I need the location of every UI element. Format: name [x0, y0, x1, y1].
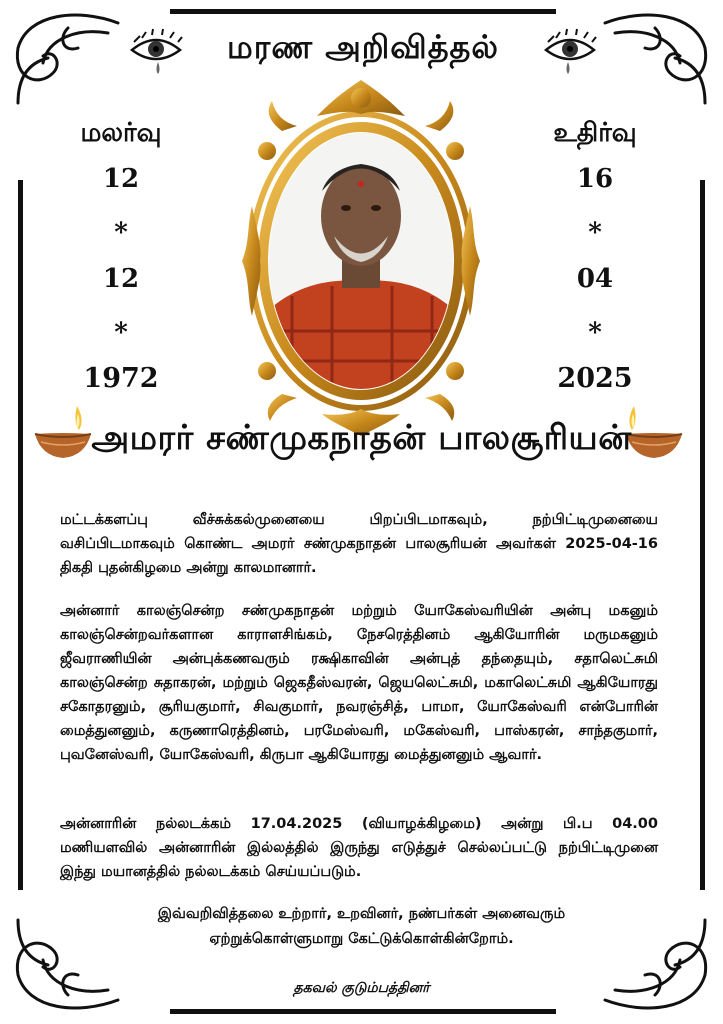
right-rule — [700, 180, 705, 890]
bottom-rule — [170, 1009, 556, 1014]
closing-message — [100, 902, 623, 952]
birth-sep-2: * — [114, 318, 128, 348]
portrait-frame — [222, 76, 500, 438]
closing-line-1: இவ்வறிவித்தலை உற்றார், உறவினர், நண்பர்கள் அனைவரும் — [157, 906, 566, 922]
paragraph-funeral: அன்னாரின் நல்லடக்கம் 17.04.2025 (வியாழக்கிழமை) அன்று பி.ப 04.00 மணியளவில் அன்னாரின் இல்லத்தில் இருந்து எடுத்துச் செல்லப்பட்டு நற்பிட்டிமுனை இந்து மயானத்தில் நல்லடக்கம் செய்யப்படும். — [60, 816, 658, 880]
paragraph-family: அன்னார் காலஞ்சென்ற சண்முகநாதன் மற்றும் யோகேஸ்வரியின் அன்பு மகனும் காலஞ்சென்றவர்களான காராளசிங்கம், நேசரெத்தினம் ஆகியோரின் மருமகனும் ஜீவராணியின் அன்புக்கணவரும் ரக்ஷிகாவின் அன்புத் தந்தையும், சதாலெட்சுமி காலஞ்சென்ற சுதாகரன், மற்றும் ஜெகதீஸ்வரன், ஜெயலெட்சுமி, மகாலெட்சுமி ஆகியோரது சகோதரனும், சூரியகுமார், சிவகுமார், நவரஞ்சித், பாமா, யோகேஸ்வரி என்போரின் மைத்துனனும், கருணாரெத்தினம், பரமேஸ்வரி, மகேஸ்வரி, பாஸ்கரன், சாந்தகுமார், புவனேஸ்வரி, யோகேஸ்வரி, கிருபா ஆகியோரது மைத்துனனும் ஆவார். — [60, 603, 658, 763]
death-year: 2025 — [557, 363, 633, 394]
birth-label: மலர்வு — [80, 118, 162, 148]
birth-date-column — [56, 112, 186, 404]
birth-day: 12 — [102, 164, 140, 194]
death-sep-1: * — [588, 218, 602, 248]
family-signature: தகவல் குடும்பத்தினர் — [293, 980, 430, 996]
crying-eye-right-icon — [542, 28, 598, 76]
death-label: உதிர்வு — [553, 118, 637, 148]
death-date-column — [530, 112, 660, 404]
page-title: மரண அறிவித்தல் — [227, 28, 499, 66]
left-rule — [18, 180, 23, 890]
birth-sep-1: * — [114, 218, 128, 248]
crying-eye-left-icon — [128, 28, 184, 76]
flourish-top-left-icon — [8, 8, 128, 118]
top-rule — [170, 9, 556, 14]
closing-line-2: ஏற்றுக்கொள்ளுமாறு கேட்டுக்கொள்கின்றோம். — [209, 931, 514, 947]
deceased-name: அமரர் சண்முகநாதன் பாலசூரியன் — [91, 418, 632, 458]
death-day: 16 — [576, 164, 614, 194]
birth-month: 12 — [102, 264, 140, 294]
flourish-top-right-icon — [595, 8, 715, 118]
paragraph-death-notice: மட்டக்களப்பு வீச்சுக்கல்முனையை பிறப்பிடமாகவும், நற்பிட்டிமுனையை வசிப்பிடமாகவும் கொண்ட அமரர் சண்முகநாதன் பாலசூரியன் அவர்கள் 2025-04-16 திகதி புதன்கிழமை அன்று காலமானார். — [60, 512, 658, 576]
death-month: 04 — [576, 264, 614, 294]
birth-year: 1972 — [83, 363, 159, 394]
death-sep-2: * — [588, 318, 602, 348]
